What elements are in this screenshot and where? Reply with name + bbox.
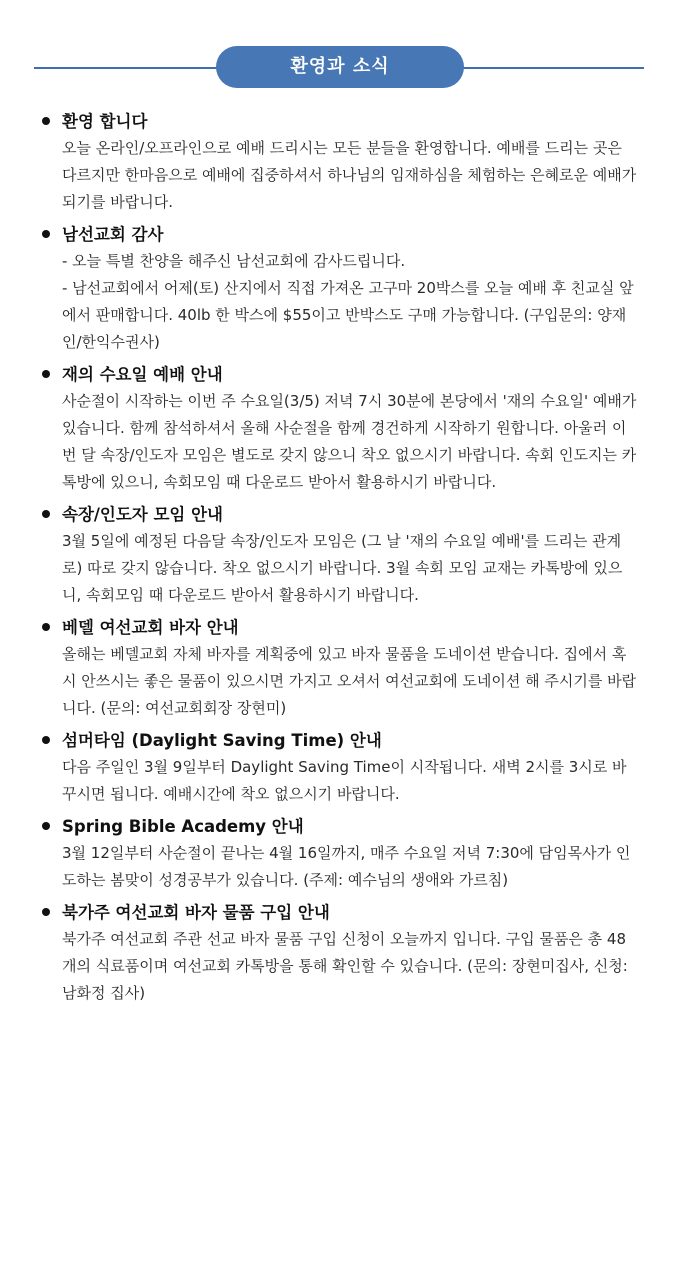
announcement-body xyxy=(62,926,640,1007)
announcement-title: 남선교회 감사 xyxy=(62,225,164,244)
announcement-body xyxy=(62,135,640,216)
announcement-leaders-meeting xyxy=(0,501,684,609)
announcement-ash-wednesday xyxy=(0,361,684,496)
announcement-body xyxy=(62,528,640,609)
announcement-body xyxy=(62,248,640,356)
announcement-paragraph: 3월 5일에 예정된 다음달 속장/인도자 모임은 (그 날 '재의 수요일 예배'를 드리는 관계로) 따로 갖지 않습니다. 착오 없으시기 바랍니다. 3월 속회 모임 교재는 카톡방에 있으니, 속회모임 때 다운로드 받아서 활용하시기 바랍니다. xyxy=(62,532,623,604)
header-divider-left xyxy=(34,67,224,69)
section-title: 환영과 소식 xyxy=(216,46,464,88)
announcement-title: 섬머타임 (Daylight Saving Time) 안내 xyxy=(62,731,382,750)
announcement-body xyxy=(62,754,640,808)
announcement-body xyxy=(62,840,640,894)
announcement-title: 베델 여선교회 바자 안내 xyxy=(62,618,239,637)
announcement-list xyxy=(0,108,684,1012)
bullet-icon xyxy=(42,230,50,238)
bullet-icon xyxy=(42,623,50,631)
announcement-body xyxy=(62,388,640,496)
bullet-icon xyxy=(42,908,50,916)
bullet-icon xyxy=(42,117,50,125)
announcement-paragraph: 오늘 온라인/오프라인으로 예배 드리시는 모든 분들을 환영합니다. 예배를 드리는 곳은 다르지만 한마음으로 예배에 집중하셔서 하나님의 임재하심을 체험하는 은혜로운 예배가 되기를 바랍니다. xyxy=(62,139,637,211)
announcement-body xyxy=(62,641,640,722)
announcement-daylight-saving xyxy=(0,727,684,808)
announcement-title: 재의 수요일 예배 안내 xyxy=(62,365,223,384)
announcement-mens-mission-thanks xyxy=(0,221,684,356)
announcement-paragraph: - 남선교회에서 어제(토) 산지에서 직접 가져온 고구마 20박스를 오늘 예배 후 친교실 앞에서 판매합니다. 40lb 한 박스에 $55이고 반박스도 구매 가능합니다. (구입문의: 양재인/한익수권사) xyxy=(62,279,634,351)
announcement-norcal-bazaar xyxy=(0,899,684,1007)
announcement-paragraph: 올해는 베델교회 자체 바자를 계획중에 있고 바자 물품을 도네이션 받습니다. 집에서 혹시 안쓰시는 좋은 물품이 있으시면 가지고 오셔서 여선교회에 도네이션 해 주시기를 바랍니다. (문의: 여선교회회장 장현미) xyxy=(62,645,637,717)
bullet-icon xyxy=(42,370,50,378)
header-divider-right xyxy=(460,67,644,69)
section-header xyxy=(0,46,684,90)
announcement-paragraph: 다음 주일인 3월 9일부터 Daylight Saving Time이 시작됩니다. 새벽 2시를 3시로 바꾸시면 됩니다. 예배시간에 착오 없으시기 바랍니다. xyxy=(62,758,627,803)
bullet-icon xyxy=(42,822,50,830)
announcement-paragraph: 사순절이 시작하는 이번 주 수요일(3/5) 저녁 7시 30분에 본당에서 '재의 수요일' 예배가 있습니다. 함께 참석하셔서 올해 사순절을 함께 경건하게 시작하기 원합니다. 아울러 이번 달 속장/인도자 모임은 별도로 갖지 않으니 착오 없으시기 바랍니다. 속회 인도지는 카톡방에 있으니, 속회모임 때 다운로드 받아서 활용하시기 바랍니다. xyxy=(62,392,637,491)
announcement-paragraph: 북가주 여선교회 주관 선교 바자 물품 구입 신청이 오늘까지 입니다. 구입 물품은 총 48개의 식료품이며 여선교회 카톡방을 통해 확인할 수 있습니다. (문의: 장현미집사, 신청: 남화정 집사) xyxy=(62,930,628,1002)
announcement-paragraph: 3월 12일부터 사순절이 끝나는 4월 16일까지, 매주 수요일 저녁 7:30에 담임목사가 인도하는 봄맞이 성경공부가 있습니다. (주제: 예수님의 생애와 가르침) xyxy=(62,844,631,889)
announcement-bible-academy xyxy=(0,813,684,894)
announcement-welcome xyxy=(0,108,684,216)
announcement-title: 환영 합니다 xyxy=(62,112,148,131)
announcement-paragraph: - 오늘 특별 찬양을 해주신 남선교회에 감사드립니다. xyxy=(62,252,406,270)
announcement-title: 북가주 여선교회 바자 물품 구입 안내 xyxy=(62,903,330,922)
announcement-title: Spring Bible Academy 안내 xyxy=(62,817,304,836)
bullet-icon xyxy=(42,510,50,518)
announcement-bethel-bazaar xyxy=(0,614,684,722)
bullet-icon xyxy=(42,736,50,744)
announcement-title: 속장/인도자 모임 안내 xyxy=(62,505,223,524)
